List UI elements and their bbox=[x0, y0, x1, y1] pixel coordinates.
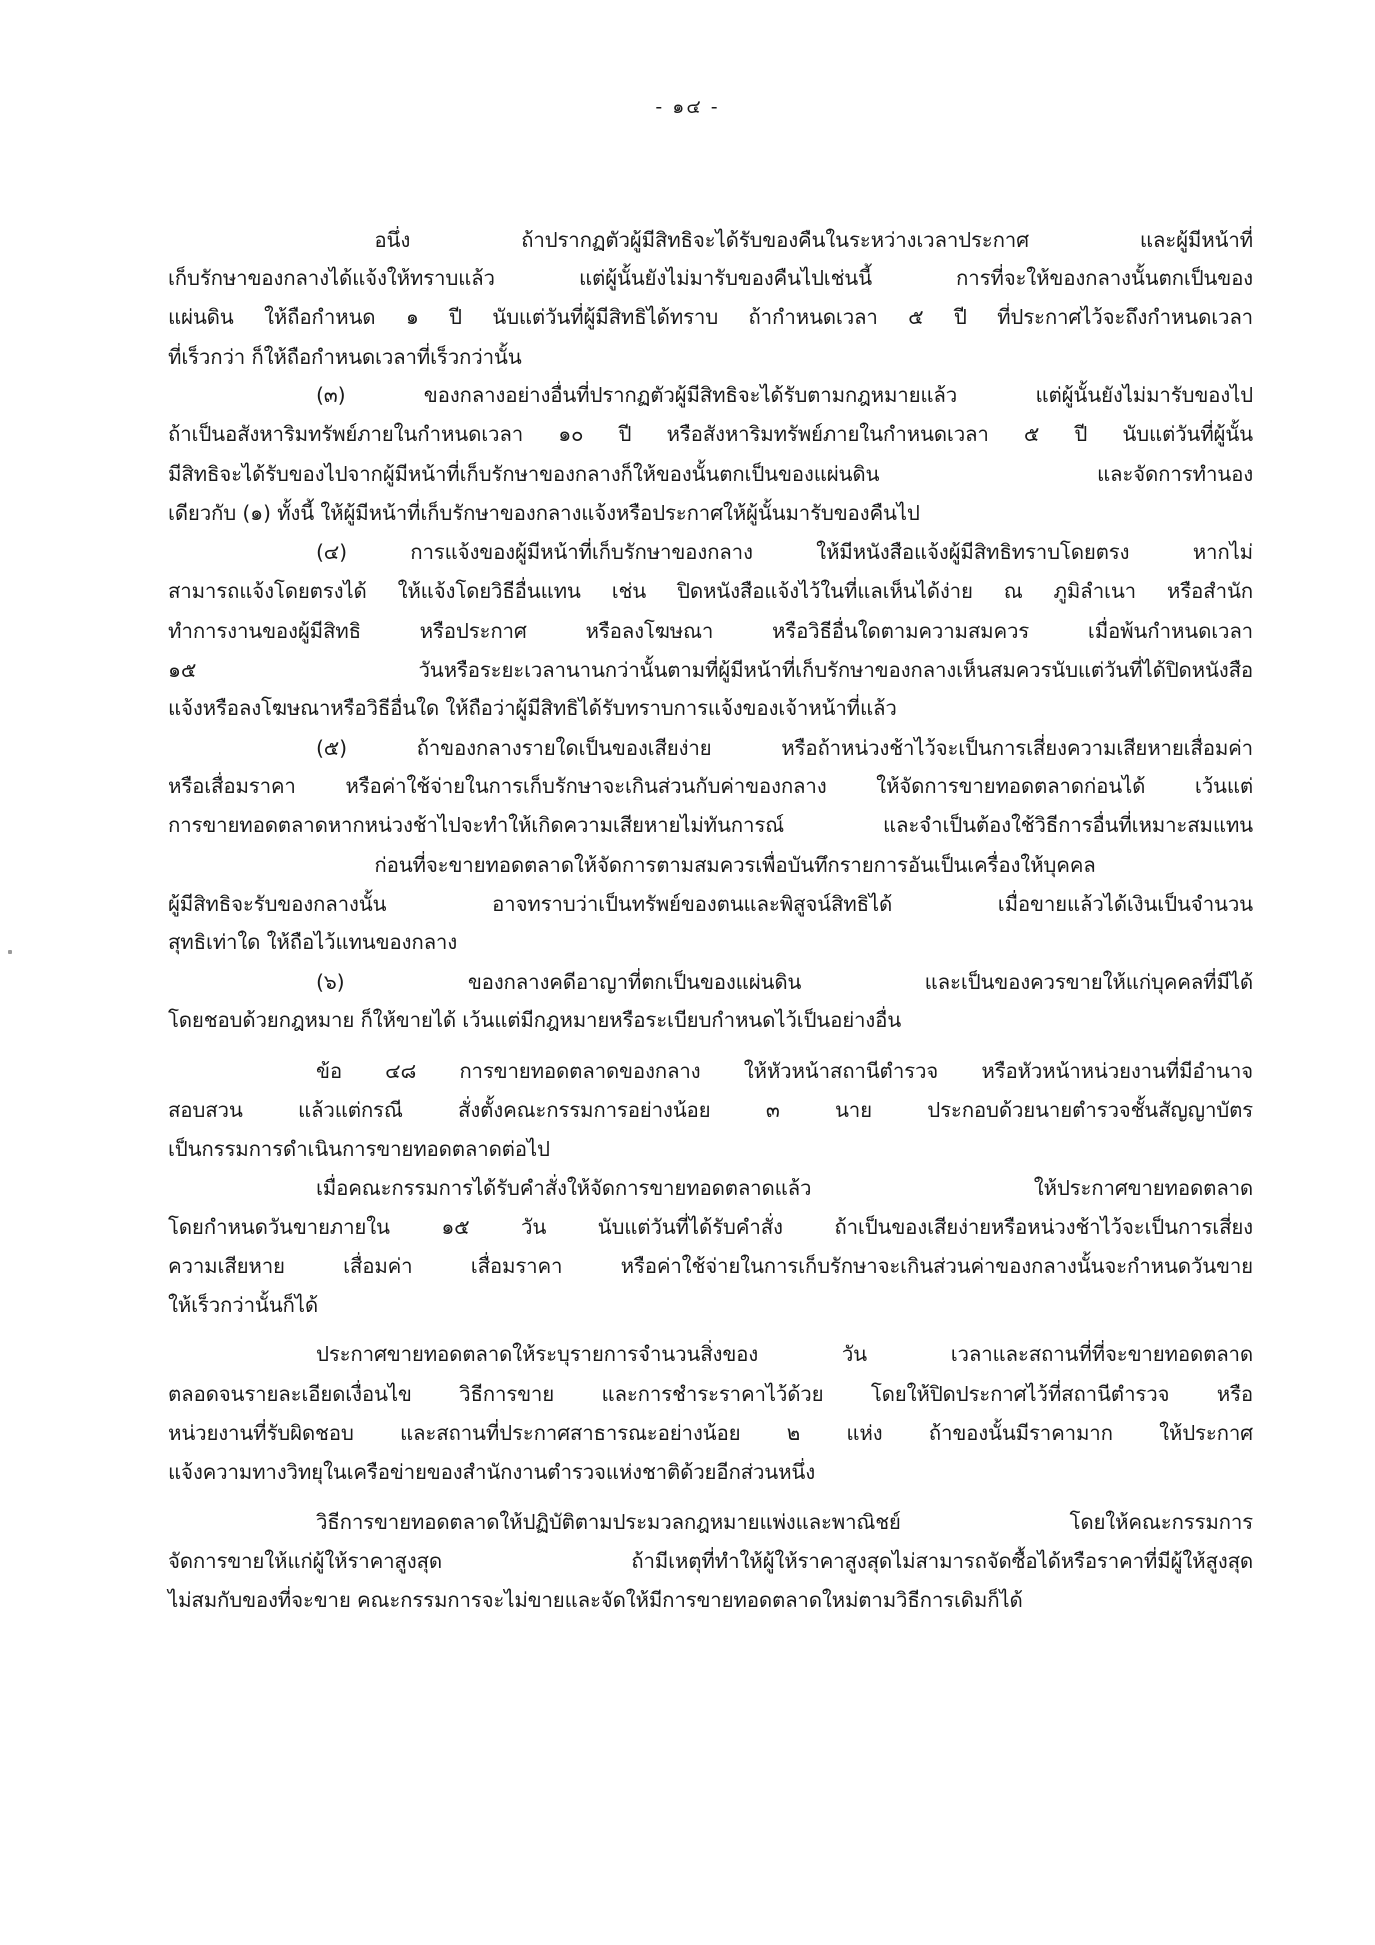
text-line: โดยชอบด้วยกฎหมาย ก็ให้ขายได้ เว้นแต่มีกฎหมายหรือระเบียบกำหนดไว้เป็นอย่างอื่น bbox=[168, 1008, 902, 1032]
text-line: ก่อนที่จะขายทอดตลาดให้จัดการตามสมควรเพื่อบันทึกรายการอันเป็นเครื่องให้บุคคล bbox=[374, 853, 1096, 877]
text-line: เดียวกับ (๑) ทั้งนี้ ให้ผู้มีหน้าที่เก็บรักษาของกลางแจ้งหรือประกาศให้ผู้นั้นมารับของคืนไป bbox=[168, 501, 920, 525]
text-line: เก็บรักษาของกลางได้แจ้งให้ทราบแล้ว แต่ผู้นั้นยังไม่มารับของคืนไปเช่นนี้ การที่จะให้ของกลางนั้นตกเป็นของ bbox=[168, 266, 1253, 290]
text-line: ๑๕ วันหรือระยะเวลานานกว่านั้นตามที่ผู้มีหน้าที่เก็บรักษาของกลางเห็นสมควรนับแต่วันที่ได้ปิดหนังสือ bbox=[168, 658, 1253, 682]
page-number: - ๑๔ - bbox=[655, 96, 720, 118]
text-line: สุทธิเท่าใด ให้ถือไว้แทนของกลาง bbox=[168, 930, 458, 954]
text-line: โดยกำหนดวันขายภายใน ๑๕ วัน นับแต่วันที่ได้รับคำสั่ง ถ้าเป็นของเสียง่ายหรือหน่วงช้าไว้จะเป็นการเสี่ยง bbox=[168, 1215, 1253, 1239]
text-line: มีสิทธิจะได้รับของไปจากผู้มีหน้าที่เก็บรักษาของกลางก็ให้ของนั้นตกเป็นของแผ่นดิน และจัดการทำนอง bbox=[168, 462, 1253, 486]
text-line: ไม่สมกับของที่จะขาย คณะกรรมการจะไม่ขายและจัดให้มีการขายทอดตลาดใหม่ตามวิธีการเดิมก็ได้ bbox=[168, 1588, 1023, 1612]
text-line: หน่วยงานที่รับผิดชอบ และสถานที่ประกาศสาธารณะอย่างน้อย ๒ แห่ง ถ้าของนั้นมีราคามาก ให้ประกาศ bbox=[168, 1421, 1253, 1445]
text-line: เมื่อคณะกรรมการได้รับคำสั่งให้จัดการขายทอดตลาดแล้ว ให้ประกาศขายทอดตลาด bbox=[316, 1176, 1253, 1200]
text-line: สามารถแจ้งโดยตรงได้ ให้แจ้งโดยวิธีอื่นแทน เช่น ปิดหนังสือแจ้งไว้ในที่แลเห็นได้ง่าย ณ ภูมิลำเนา หรือสำนัก bbox=[168, 579, 1253, 603]
scan-speck bbox=[8, 950, 12, 954]
text-line: ประกาศขายทอดตลาดให้ระบุรายการจำนวนสิ่งของ วัน เวลาและสถานที่ที่จะขายทอดตลาด bbox=[316, 1342, 1253, 1366]
text-line: ตลอดจนรายละเอียดเงื่อนไข วิธีการขาย และการชำระราคาไว้ด้วย โดยให้ปิดประกาศไว้ที่สถานีตำรวจ หรือ bbox=[168, 1382, 1253, 1406]
text-line: ผู้มีสิทธิจะรับของกลางนั้น อาจทราบว่าเป็นทรัพย์ของตนและพิสูจน์สิทธิได้ เมื่อขายแล้วได้เงินเป็นจำนวน bbox=[168, 892, 1253, 916]
text-line: ให้เร็วกว่านั้นก็ได้ bbox=[168, 1293, 318, 1317]
text-line: แผ่นดิน ให้ถือกำหนด ๑ ปี นับแต่วันที่ผู้มีสิทธิได้ทราบ ถ้ากำหนดเวลา ๕ ปี ที่ประกาศไว้จะถึงกำหนดเวลา bbox=[168, 305, 1253, 329]
text-line: (๖) ของกลางคดีอาญาที่ตกเป็นของแผ่นดิน และเป็นของควรขายให้แก่บุคคลที่มีได้ bbox=[316, 970, 1253, 994]
text-line: (๓) ของกลางอย่างอื่นที่ปรากฏตัวผู้มีสิทธิจะได้รับตามกฎหมายแล้ว แต่ผู้นั้นยังไม่มารับของไป bbox=[316, 383, 1253, 407]
text-line: วิธีการขายทอดตลาดให้ปฏิบัติตามประมวลกฎหมายแพ่งและพาณิชย์ โดยให้คณะกรรมการ bbox=[316, 1510, 1253, 1534]
text-line: เป็นกรรมการดำเนินการขายทอดตลาดต่อไป bbox=[168, 1137, 550, 1161]
text-line: ถ้าเป็นอสังหาริมทรัพย์ภายในกำหนดเวลา ๑๐ ปี หรือสังหาริมทรัพย์ภายในกำหนดเวลา ๕ ปี นับแต่วันที่ผู้นั้น bbox=[168, 422, 1253, 446]
text-line: แจ้งหรือลงโฆษณาหรือวิธีอื่นใด ให้ถือว่าผู้มีสิทธิได้รับทราบการแจ้งของเจ้าหน้าที่แล้ว bbox=[168, 696, 897, 720]
text-line: ทำการงานของผู้มีสิทธิ หรือประกาศ หรือลงโฆษณา หรือวิธีอื่นใดตามความสมควร เมื่อพ้นกำหนดเวลา bbox=[168, 619, 1253, 643]
text-line: ข้อ ๔๘ การขายทอดตลาดของกลาง ให้หัวหน้าสถานีตำรวจ หรือหัวหน้าหน่วยงานที่มีอำนาจ bbox=[316, 1059, 1253, 1083]
text-line: (๕) ถ้าของกลางรายใดเป็นของเสียง่าย หรือถ้าหน่วงช้าไว้จะเป็นการเสี่ยงความเสียหายเสื่อมค่า bbox=[316, 736, 1253, 760]
text-line: แจ้งความทางวิทยุในเครือข่ายของสำนักงานตำรวจแห่งชาติด้วยอีกส่วนหนึ่ง bbox=[168, 1460, 816, 1484]
text-line: ความเสียหาย เสื่อมค่า เสื่อมราคา หรือค่าใช้จ่ายในการเก็บรักษาจะเกินส่วนค่าของกลางนั้นจะกำหนดวันขาย bbox=[168, 1254, 1253, 1278]
text-line: หรือเสื่อมราคา หรือค่าใช้จ่ายในการเก็บรักษาจะเกินส่วนกับค่าของกลาง ให้จัดการขายทอดตลาดก่อนได้ เว้นแต่ bbox=[168, 774, 1253, 798]
text-line: จัดการขายให้แก่ผู้ให้ราคาสูงสุด ถ้ามีเหตุที่ทำให้ผู้ให้ราคาสูงสุดไม่สามารถจัดซื้อได้หรือราคาที่มีผู้ให้สูงสุด bbox=[168, 1549, 1253, 1573]
text-line: ที่เร็วกว่า ก็ให้ถือกำหนดเวลาที่เร็วกว่านั้น bbox=[168, 345, 522, 369]
text-line: การขายทอดตลาดหากหน่วงช้าไปจะทำให้เกิดความเสียหายไม่ทันการณ์ และจำเป็นต้องใช้วิธีการอื่นที่เหมาะสมแทน bbox=[168, 813, 1253, 837]
text-line: (๔) การแจ้งของผู้มีหน้าที่เก็บรักษาของกลาง ให้มีหนังสือแจ้งผู้มีสิทธิทราบโดยตรง หากไม่ bbox=[316, 540, 1253, 564]
text-line: อนึ่ง ถ้าปรากฏตัวผู้มีสิทธิจะได้รับของคืนในระหว่างเวลาประกาศ และผู้มีหน้าที่ bbox=[374, 228, 1253, 252]
text-line: สอบสวน แล้วแต่กรณี สั่งตั้งคณะกรรมการอย่างน้อย ๓ นาย ประกอบด้วยนายตำรวจชั้นสัญญาบัตร bbox=[168, 1098, 1253, 1122]
